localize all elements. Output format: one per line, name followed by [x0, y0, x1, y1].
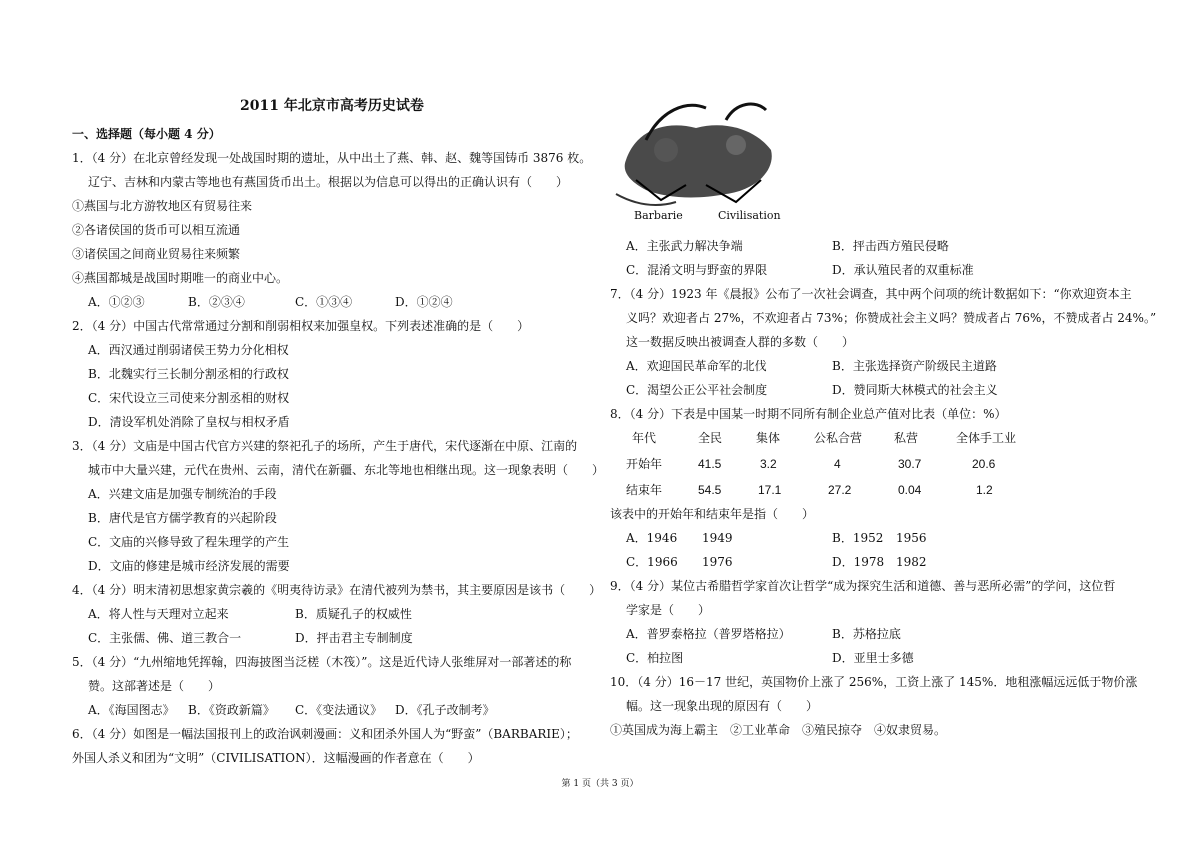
q5-stem-line1: 5．（4 分）“九州缩地凭挥翰，四海披图当泛槎（木筏）”。这是近代诗人张维屏对一部著述的称 [72, 655, 572, 669]
q8-option-d: D．1978 [832, 555, 885, 569]
page-footer: 第 1 页（共 3 页） [561, 779, 639, 789]
q2-option-d: D．清设军机处消除了皇权与相权矛盾 [88, 415, 290, 429]
table-row-start-label: 开始年 [626, 457, 663, 471]
q5-stem-line2: 赞。这部著述是（ ） [88, 679, 221, 693]
cartoon-caption-left: Barbarie [634, 209, 683, 222]
q3-option-c: C．文庙的兴修导致了程朱理学的产生 [88, 535, 290, 549]
q1-option-c: C．①③④ [295, 295, 353, 309]
political-cartoon-image [606, 90, 786, 228]
q7-option-b: B．主张选择资产阶级民主道路 [832, 359, 997, 373]
q3-stem-line1: 3．（4 分）文庙是中国古代官方兴建的祭祀孔子的场所，产生于唐代，宋代逐渐在中原、江南的 [72, 439, 578, 453]
q8-option-b-end: 1956 [896, 531, 927, 545]
q7-stem-line3: 这一数据反映出被调查人群的多数（ ） [626, 335, 855, 349]
q9-option-a: A．普罗泰格拉（普罗塔格拉） [626, 627, 791, 641]
q4-stem: 4．（4 分）明末清初思想家黄宗羲的《明夷待访录》在清代被列为禁书，其主要原因是该书（ ） [72, 583, 602, 597]
q5-option-a: A．《海国图志》 [88, 703, 175, 717]
q1-stem-line2: 辽宁、吉林和内蒙古等地也有燕国货币出土。根据以为信息可以得出的正确认识有（ ） [88, 175, 569, 189]
q9-option-c: C．柏拉图 [626, 651, 684, 665]
q6-stem-line1: 6．（4 分）如图是一幅法国报刊上的政治讽刺漫画：义和团杀外国人为“野蛮”（BARBARIE）； [72, 727, 578, 741]
q2-stem: 2．（4 分）中国古代常常通过分割和削弱相权来加强皇权。下列表述准确的是（ ） [72, 319, 530, 333]
q6-stem-line2: 外国人杀义和团为“文明”（CIVILISATION）．这幅漫画的作者意在（ ） [72, 751, 480, 765]
table-cell: 54.5 [698, 483, 722, 497]
table-cell: 20.6 [972, 457, 996, 471]
q8-option-c-end: 1976 [702, 555, 733, 569]
q9-stem-line2: 学家是（ ） [626, 603, 711, 617]
q8-option-c: C．1966 [626, 555, 678, 569]
table-header-state: 全民 [698, 431, 723, 445]
q4-option-d: D．抨击君主专制制度 [295, 631, 413, 645]
table-cell: 17.1 [758, 483, 782, 497]
q1-stem-line1: 1．（4 分）在北京曾经发现一处战国时期的遗址，从中出土了燕、韩、赵、魏等国铸币 3876 枚。 [72, 151, 592, 165]
q8-option-a: A．1946 [626, 531, 678, 545]
q2-option-c: C．宋代设立三司使来分割丞相的财权 [88, 391, 290, 405]
table-header-joint: 公私合营 [814, 431, 863, 445]
q9-stem-line1: 9．（4 分）某位古希腊哲学家首次让哲学“成为探究生活和道德、善与恶所必需”的学问，这位哲 [610, 579, 1116, 593]
table-header-handicraft: 全体手工业 [956, 431, 1017, 445]
q4-option-c: C．主张儒、佛、道三教合一 [88, 631, 242, 645]
q8-option-d-end: 1982 [896, 555, 927, 569]
q7-stem-line1: 7．（4 分）1923 年《晨报》公布了一次社会调查，其中两个问项的统计数据如下：“你欢迎资本主 [610, 287, 1132, 301]
q4-option-a: A．将人性与天理对立起来 [88, 607, 229, 621]
q3-stem-line2: 城市中大量兴建，元代在贵州、云南，清代在新疆、东北等地也相继出现。这一现象表明（ ） [88, 463, 605, 477]
table-header-collective: 集体 [756, 431, 781, 445]
q1-statement-3: ③诸侯国之间商业贸易往来频繁 [72, 247, 241, 261]
q4-option-b: B．质疑孔子的权威性 [295, 607, 412, 621]
table-cell: 27.2 [828, 483, 852, 497]
cartoon-caption-right: Civilisation [718, 209, 781, 222]
q10-stem-line2: 幅。这一现象出现的原因有（ ） [626, 699, 819, 713]
page-title: 2011 年北京市高考历史试卷 [240, 98, 424, 114]
q5-option-b: B．《资政新篇》 [188, 703, 275, 717]
q2-option-b: B．北魏实行三长制分割丞相的行政权 [88, 367, 289, 381]
q3-option-d: D．文庙的修建是城市经济发展的需要 [88, 559, 290, 573]
q10-stem-line1: 10．（4 分）16－17 世纪，英国物价上涨了 256%，工资上涨了 145%．地租涨幅远远低于物价涨 [610, 675, 1138, 689]
table-cell: 41.5 [698, 457, 722, 471]
q1-option-a: A．①②③ [88, 295, 145, 309]
table-cell: 3.2 [760, 457, 777, 471]
q1-statement-4: ④燕国都城是战国时期唯一的商业中心。 [72, 271, 289, 285]
table-cell: 4 [834, 457, 841, 471]
q7-option-a: A．欢迎国民革命军的北伐 [626, 359, 767, 373]
q7-stem-line2: 义吗？欢迎者占 27%，不欢迎者占 73%；你赞成社会主义吗？赞成者占 76%，不赞成者占 24%。” [626, 311, 1157, 325]
q9-option-d: D．亚里士多德 [832, 651, 914, 665]
q1-option-b: B．②③④ [188, 295, 245, 309]
q3-option-b: B．唐代是官方儒学教育的兴起阶段 [88, 511, 277, 525]
q6-option-a: A．主张武力解决争端 [626, 239, 743, 253]
q1-option-d: D．①②④ [395, 295, 453, 309]
table-header-private: 私营 [894, 431, 919, 445]
q7-option-c: C．渴望公正公平社会制度 [626, 383, 768, 397]
q2-option-a: A．西汉通过削弱诸侯王势力分化相权 [88, 343, 289, 357]
q6-option-c: C．混淆文明与野蛮的界限 [626, 263, 768, 277]
q9-option-b: B．苏格拉底 [832, 627, 901, 641]
table-row-end-label: 结束年 [626, 483, 663, 497]
table-cell: 1.2 [976, 483, 993, 497]
q7-option-d: D．赞同斯大林模式的社会主义 [832, 383, 998, 397]
q8-stem: 8．（4 分）下表是中国某一时期不同所有制企业总产值对比表（单位：%） [610, 407, 1007, 421]
q8-option-b: B．1952 [832, 531, 884, 545]
q6-option-d: D．承认殖民者的双重标准 [832, 263, 974, 277]
table-cell: 30.7 [898, 457, 922, 471]
q10-statements: ①英国成为海上霸主 ②工业革命 ③殖民掠夺 ④奴隶贸易。 [610, 723, 947, 737]
q1-statement-2: ②各诸侯国的货币可以相互流通 [72, 223, 241, 237]
q1-statement-1: ①燕国与北方游牧地区有贸易往来 [72, 199, 253, 213]
q8-option-a-end: 1949 [702, 531, 733, 545]
table-cell: 0.04 [898, 483, 922, 497]
section-heading: 一、选择题（每小题 4 分） [72, 127, 221, 141]
q8-question: 该表中的开始年和结束年是指（ ） [610, 507, 815, 521]
q3-option-a: A．兴建文庙是加强专制统治的手段 [88, 487, 277, 501]
table-header-year: 年代 [632, 431, 657, 445]
q5-option-d: D．《孔子改制考》 [395, 703, 495, 717]
q6-option-b: B．抨击西方殖民侵略 [832, 239, 949, 253]
q5-option-c: C．《变法通议》 [295, 703, 383, 717]
